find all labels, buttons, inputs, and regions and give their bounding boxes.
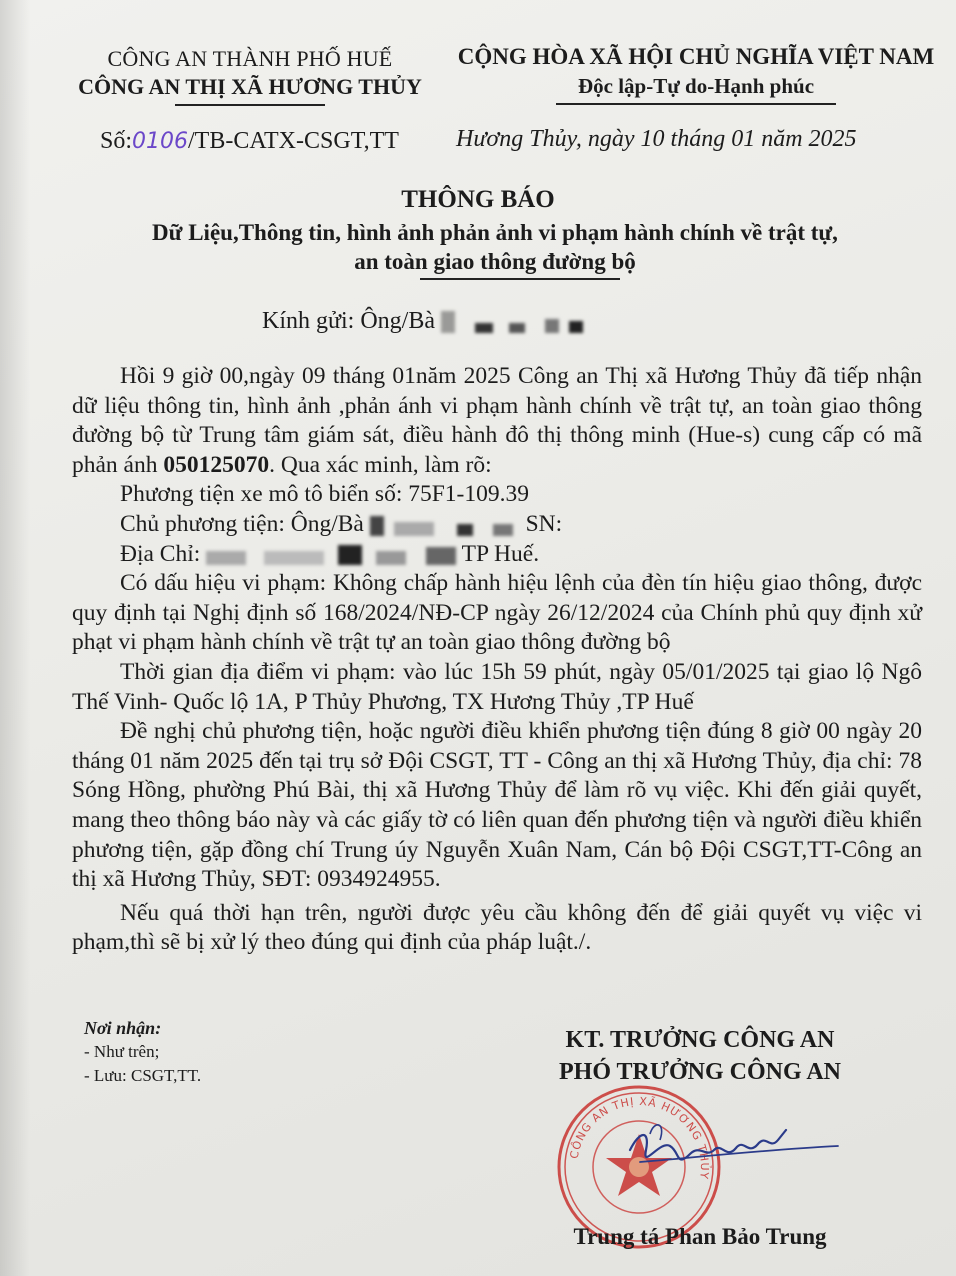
subtitle-underline bbox=[420, 278, 620, 280]
paragraph-warning: Nếu quá thời hạn trên, người được yêu cầu không đến để giải quyết vụ việc vi phạm,thì sẽ bị xử lý theo đúng qui định của pháp luật./. bbox=[72, 899, 922, 956]
intro-text: Hồi 9 giờ 00,ngày 09 tháng 01năm 2025 Công an Thị xã Hương Thủy đã tiếp nhận dữ liệu thông tin, hình ảnh ,phản ánh vi phạm hành chính về trật tự, an toàn giao thông đường bộ từ Trung tâm giám sát, điều hành đô thị thông minh (Hue-s) cung cấp có mã phản ánh bbox=[72, 363, 922, 478]
redacted-address bbox=[206, 544, 456, 566]
agency-header bbox=[60, 46, 440, 106]
greeting-label: Kính gửi: Ông/Bà bbox=[262, 308, 436, 334]
intro-tail: . Qua xác minh, làm rõ: bbox=[269, 451, 492, 478]
greeting bbox=[262, 308, 591, 335]
document-number bbox=[100, 128, 399, 155]
owner-label: Chủ phương tiện: Ông/Bà bbox=[120, 510, 364, 537]
paragraph-violation: Có dấu hiệu vi phạm: Không chấp hành hiệu lệnh của đèn tín hiệu giao thông, được quy định tại Nghị định số 168/2024/NĐ-CP ngày 26/12/2024 của Chính phủ quy định xử phạt vi phạm hành chính về trật tự an toàn giao thông đường bộ bbox=[72, 570, 922, 656]
vehicle-line: Phương tiện xe mô tô biển số: 75F1-109.39 bbox=[120, 481, 529, 508]
issuing-agency: CÔNG AN THỊ XÃ HƯƠNG THỦY bbox=[78, 74, 422, 99]
paragraph-time-place: Thời gian địa điểm vi phạm: vào lúc 15h 59 phút, ngày 05/01/2025 tại giao lộ Ngô Thế Vinh- Quốc lộ 1A, P Thủy Phương, TX Hương Thủy ,TP Huế bbox=[72, 658, 922, 715]
recipient-item: - Như trên; bbox=[84, 1042, 160, 1061]
signer-name: Trung tá Phan Bảo Trung bbox=[573, 1224, 827, 1249]
national-name: CỘNG HÒA XÃ HỘI CHỦ NGHĨA VIỆT NAM bbox=[457, 44, 935, 69]
address-tail: TP Huế. bbox=[461, 540, 540, 567]
paragraph-request: Đề nghị chủ phương tiện, hoặc người điều khiển phương tiện đúng 8 giờ 00 ngày 20 tháng 01 năm 2025 đến tại trụ sở Đội CSGT, TT - Công an thị xã Hương Thủy, địa chỉ: 78 Sóng Hồng, phường Phú Bài, thị xã Hương Thủy để làm rõ vụ việc. Khi đến giải quyết, mang theo thông báo này và các giấy tờ có liên quan đến phương tiện và người điều khiển phương tiện, gặp đồng chí Trung úy Nguyễn Xuân Nam, Cán bộ Đội CSGT,TT-Công an thị xã Hương Thủy, SĐT: 0934924955. bbox=[72, 718, 922, 893]
signature-line2: PHÓ TRƯỞNG CÔNG AN bbox=[558, 1059, 841, 1085]
handwritten-signature bbox=[610, 1110, 850, 1200]
number-suffix: /TB-CATX-CSGT,TT bbox=[188, 128, 399, 154]
recipients-title: Nơi nhận: bbox=[84, 1018, 162, 1038]
motto-underline bbox=[556, 103, 836, 105]
report-code: 050125070 bbox=[163, 451, 270, 478]
national-header bbox=[456, 44, 936, 105]
signature-line1: KT. TRƯỞNG CÔNG AN bbox=[565, 1027, 835, 1053]
recipient-item: - Lưu: CSGT,TT. bbox=[84, 1066, 202, 1085]
redacted-owner bbox=[370, 515, 520, 537]
recipients-block bbox=[84, 1016, 201, 1088]
document-date: Hương Thủy, ngày 10 tháng 01 năm 2025 bbox=[456, 126, 857, 152]
address-line bbox=[72, 540, 922, 570]
document-title: THÔNG BÁO bbox=[401, 186, 555, 213]
document-subtitle-line1: Dữ Liệu,Thông tin, hình ảnh phản ảnh vi phạm hành chính về trật tự, bbox=[152, 220, 838, 245]
parent-agency: CÔNG AN THÀNH PHỐ HUẾ bbox=[107, 46, 393, 71]
agency-underline bbox=[175, 104, 325, 106]
handwritten-number: 0106 bbox=[132, 129, 189, 154]
address-label: Địa Chỉ: bbox=[120, 540, 201, 567]
owner-line bbox=[72, 510, 922, 540]
owner-sn-label: SN: bbox=[525, 510, 563, 537]
number-prefix: Số: bbox=[100, 128, 133, 154]
stamp-text: CÔNG AN THỊ XÃ HƯƠNG THỦY bbox=[567, 1094, 712, 1181]
redacted-name bbox=[441, 311, 591, 333]
paragraph-intro bbox=[72, 362, 922, 480]
national-motto: Độc lập-Tự do-Hạnh phúc bbox=[577, 74, 815, 98]
notice-body bbox=[72, 362, 922, 958]
document-subtitle-line2: an toàn giao thông đường bộ bbox=[354, 249, 636, 274]
signature-title bbox=[520, 1024, 880, 1088]
